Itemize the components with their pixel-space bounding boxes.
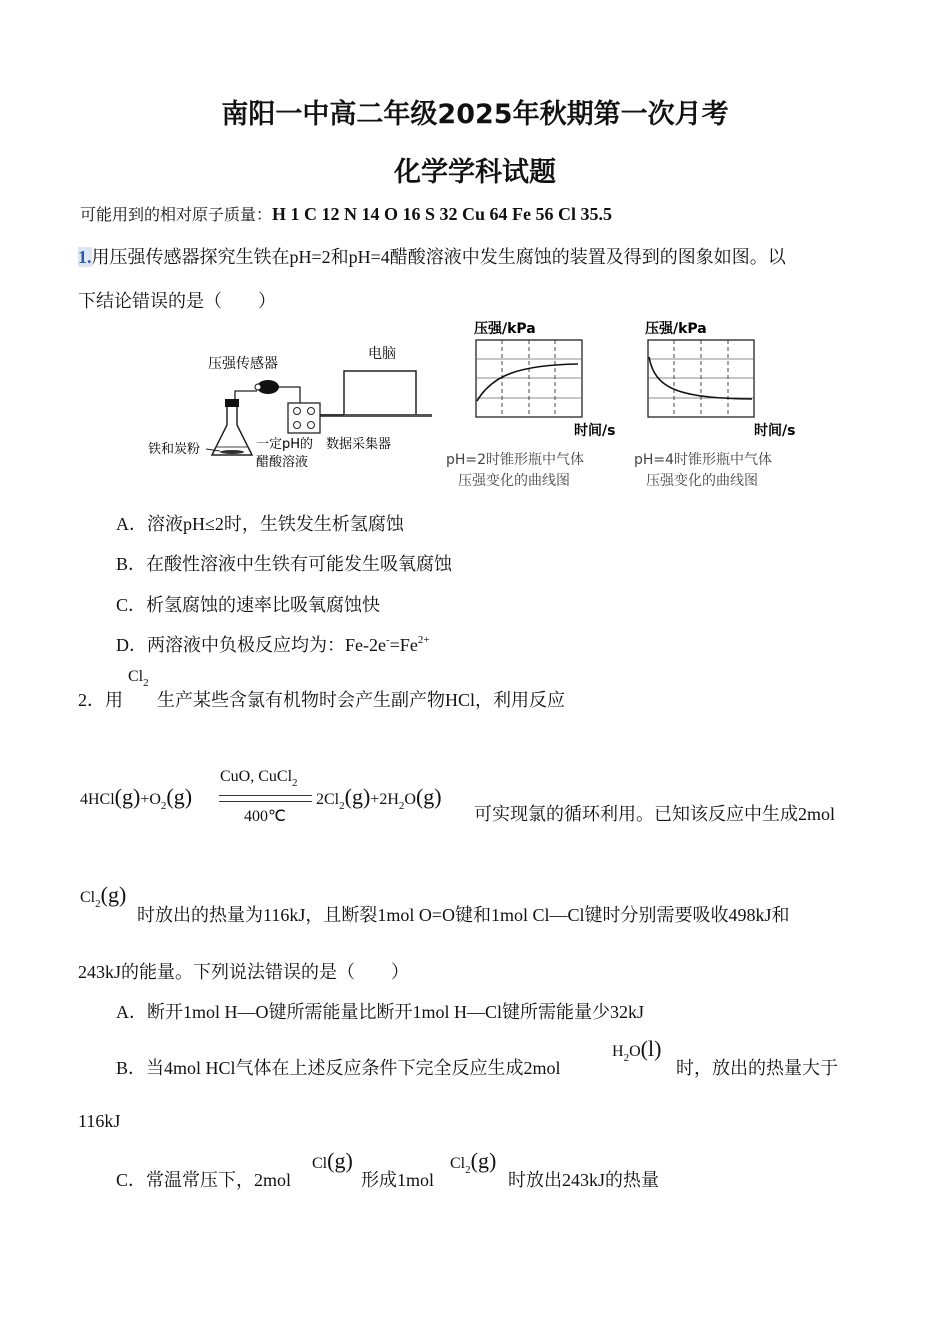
c-cl1: Cl — [312, 1155, 328, 1172]
eq-o2-sub: 2 — [160, 800, 167, 812]
q1-figure — [140, 315, 820, 495]
q2-stem-line4: 243kJ的能量。下列说法错误的是（ ） — [78, 962, 410, 982]
q2-equation-catalyst — [220, 768, 298, 789]
q2-number-prefix: 2．用 — [78, 690, 123, 710]
eq-g1: (g) — [114, 784, 141, 809]
b-h-sub: 2 — [623, 1052, 630, 1064]
q2-option-c-formula2 — [450, 1148, 496, 1174]
q2-cl2: Cl — [128, 668, 144, 685]
data-collector-icon — [288, 403, 320, 433]
q1-option-d-sup1: - — [385, 634, 390, 646]
q1-option-c[interactable]: C．析氢腐蚀的速率比吸氧腐蚀快 — [116, 595, 381, 615]
q1-number: 1. — [78, 247, 92, 267]
q1-option-d-sup2: 2+ — [417, 634, 430, 646]
solution-label-2: 醋酸溶液 — [256, 455, 309, 470]
line3-g: (g) — [100, 882, 127, 907]
eq-plus2: + — [370, 791, 380, 808]
atomic-mass-line — [80, 202, 612, 225]
eq-catalyst-sub: 2 — [292, 777, 298, 789]
line3-cl: Cl — [80, 889, 96, 906]
c-g2: (g) — [470, 1148, 497, 1173]
iron-label: 铁和炭粉 — [148, 442, 201, 457]
graph1-plot — [476, 340, 582, 417]
collector-label: 数据采集器 — [326, 437, 392, 452]
q2-stem-line2: 可实现氯的循环利用。已知该反应中生成2mol — [474, 804, 836, 824]
solution-label-1: 一定pH的 — [256, 437, 314, 452]
eq-rhs1: 2Cl — [316, 791, 340, 808]
graph2-xlabel: 时间/s — [754, 423, 796, 439]
q2-option-a[interactable]: A．断开1mol H—O键所需能量比断开1mol H—Cl键所需能量少32kJ — [116, 1002, 645, 1022]
graph2-caption-1: pH=4时锥形瓶中气体 — [634, 452, 773, 468]
graph2-caption-2: 压强变化的曲线图 — [646, 473, 758, 489]
eq-rhs2-o: O — [404, 791, 416, 808]
page-title: 南阳一中高二年级2025年秋期第一次月考 — [221, 99, 729, 130]
eq-condition: 400℃ — [244, 808, 286, 825]
pressure-sensor-icon — [255, 380, 279, 394]
eq-plus1: + — [140, 791, 150, 808]
b-h: H — [612, 1043, 624, 1060]
q2-option-c-suffix: 时放出243kJ的热量 — [508, 1170, 660, 1190]
c-cl2-sub: 2 — [465, 1164, 471, 1176]
eq-g4: (g) — [415, 784, 442, 809]
q2-option-c[interactable]: C．常温常压下，2mol — [116, 1170, 292, 1190]
conical-flask-icon — [212, 399, 252, 455]
eq-rhs2: 2H — [379, 791, 399, 808]
eq-equals-sign — [219, 795, 312, 802]
eq-rhs1-sub: 2 — [339, 800, 345, 812]
graph1-caption-1: pH=2时锥形瓶中气体 — [446, 452, 585, 468]
b-o: O — [629, 1043, 641, 1060]
b-l: (l) — [640, 1036, 662, 1061]
q2-cl2-sub: 2 — [143, 677, 149, 689]
eq-lhs: 4HCl — [80, 791, 115, 808]
eq-rhs2-sub: 2 — [398, 800, 405, 812]
page-subtitle: 化学学科试题 — [394, 157, 556, 188]
q1-option-a[interactable]: A．溶液pH≤2时，生铁发生析氢腐蚀 — [116, 514, 404, 534]
q1-stem-line2: 下结论错误的是（ ） — [78, 291, 276, 311]
q2-option-b-suffix: 时，放出的热量大于 — [676, 1058, 838, 1078]
q1-stem-text1: 用压强传感器探究生铁在pH=2和pH=4醋酸溶液中发生腐蚀的装置及得到的图象如图。以 — [91, 247, 786, 267]
q2-option-b-line2: 116kJ — [78, 1111, 121, 1131]
eq-catalyst: CuO, CuCl — [220, 768, 293, 785]
eq-g2: (g) — [166, 784, 193, 809]
eq-g3: (g) — [344, 784, 371, 809]
q2-line3-formula — [80, 882, 126, 908]
q2-stem-line1: 生产某些含氯有机物时会产生副产物HCl，利用反应 — [157, 690, 566, 710]
q1-option-d-prefix: D．两溶液中负极反应均为：Fe-2e — [116, 635, 386, 655]
q2-option-b-formula — [612, 1036, 661, 1062]
graph2-plot — [648, 340, 754, 417]
q2-equation-rhs — [316, 784, 442, 810]
q1-option-d-mid: =Fe — [389, 635, 418, 655]
q1-option-b[interactable]: B．在酸性溶液中生铁有可能发生吸氧腐蚀 — [116, 554, 453, 574]
q2-option-c-mid: 形成1mol — [361, 1170, 435, 1190]
graph1-caption-2: 压强变化的曲线图 — [458, 473, 570, 489]
c-g1: (g) — [327, 1148, 353, 1173]
sensor-label: 压强传感器 — [208, 356, 278, 372]
q2-option-c-formula1 — [312, 1148, 353, 1174]
q1-option-d[interactable] — [116, 631, 430, 657]
eq-o2: O — [149, 791, 161, 808]
atomic-mass-label: 可能用到的相对原子质量： — [80, 205, 273, 224]
graph1-xlabel: 时间/s — [574, 423, 616, 439]
q2-option-b[interactable]: B．当4mol HCl气体在上述反应条件下完全反应生成2mol — [116, 1058, 561, 1078]
computer-icon — [310, 371, 432, 417]
q1-stem-line1 — [78, 243, 786, 269]
c-cl2: Cl — [450, 1155, 466, 1172]
graph2-ylabel: 压强/kPa — [645, 321, 707, 337]
q2-cl2-formula — [128, 668, 149, 689]
q2-equation-lhs — [80, 784, 192, 810]
q2-stem-line3: 时放出的热量为116kJ，且断裂1mol O=O键和1mol Cl—Cl键时分别需要吸收498kJ和 — [137, 905, 790, 925]
line3-cl-sub: 2 — [95, 898, 101, 910]
graph1-ylabel: 压强/kPa — [474, 321, 536, 337]
computer-label: 电脑 — [368, 346, 396, 362]
atomic-mass-values: H 1 C 12 N 14 O 16 S 32 Cu 64 Fe 56 Cl 35.5 — [272, 204, 613, 224]
